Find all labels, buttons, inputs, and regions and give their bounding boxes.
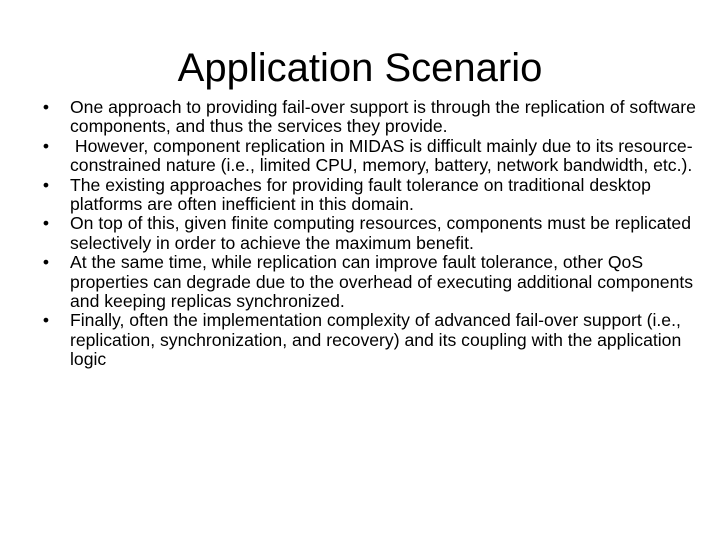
- bullet-item: [36, 98, 696, 137]
- bullet-item: [36, 253, 696, 311]
- bullet-list: [36, 98, 696, 370]
- bullet-dot-icon: •: [42, 252, 50, 273]
- bullet-dot-icon: •: [42, 310, 50, 331]
- bullet-text: On top of this, given finite computing resources, components must be replicated selectively in order to achieve the maximum benefit.: [70, 213, 691, 253]
- bullet-text: At the same time, while replication can improve fault tolerance, other QoS properties can degrade due to the overhead of executing additional components and keeping replicas synchronized.: [70, 252, 694, 312]
- bullet-text: One approach to providing fail-over support is through the replication of software components, and thus the services they provide.: [70, 97, 696, 137]
- bullet-dot-icon: •: [42, 213, 50, 234]
- bullet-dot-icon: •: [42, 174, 50, 195]
- bullet-item: [36, 176, 696, 215]
- bullet-text: However, component replication in MIDAS is difficult mainly due to its resource-constrained nature (i.e., limited CPU, memory, battery, network bandwidth, etc.).: [70, 135, 693, 176]
- bullet-item: [36, 311, 696, 369]
- slide-title: Application Scenario: [177, 46, 543, 90]
- bullet-text: The existing approaches for providing fault tolerance on traditional desktop platforms are often inefficient in this domain.: [70, 174, 651, 215]
- bullet-text: Finally, often the implementation complexity of advanced fail-over support (i.e., replication, synchronization, and recovery) and its coupling with the application logic: [70, 310, 682, 370]
- bullet-dot-icon: •: [42, 135, 50, 156]
- bullet-item: [36, 214, 696, 253]
- bullet-dot-icon: •: [42, 97, 50, 117]
- bullet-item: [36, 137, 696, 176]
